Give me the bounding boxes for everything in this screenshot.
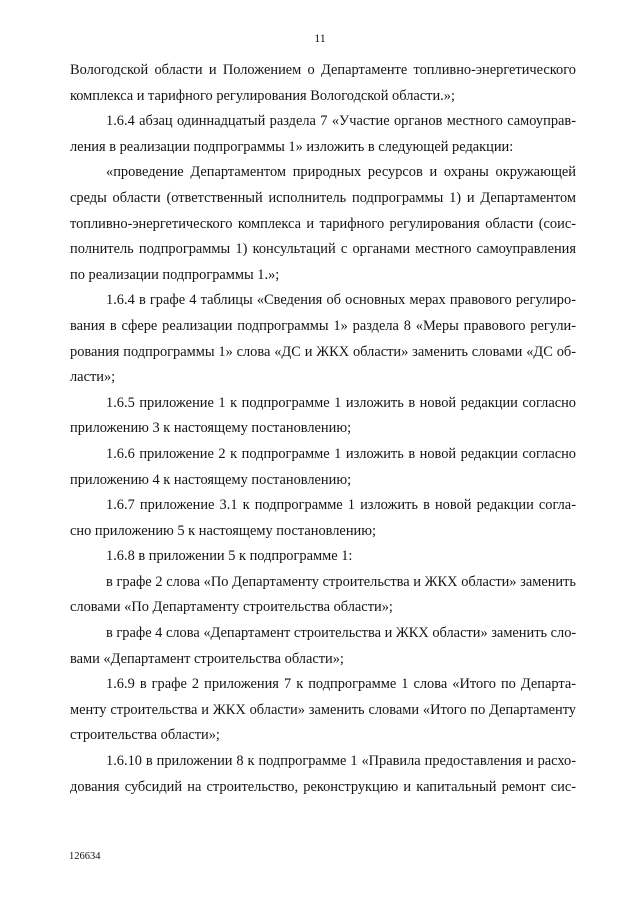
paragraph xyxy=(70,288,576,390)
text-line: Вологодской области и Положением о Департаменте топливно-энергетического xyxy=(70,62,576,78)
text-line: полнитель подпрограммы 1) консультаций с органами местного самоуправления xyxy=(70,241,576,258)
text-line: 1.6.7 приложение 3.1 к подпрограмме 1 изложить в новой редакции согла- xyxy=(106,497,576,514)
text-line: сно приложению 5 к настоящему постановлению; xyxy=(70,522,376,539)
document-body xyxy=(70,58,576,800)
text-line: в графе 4 слова «Департамент строительства и ЖКХ области» заменить сло- xyxy=(106,625,577,642)
text-line: ласти»; xyxy=(70,369,116,386)
text-line: приложению 3 к настоящему постановлению; xyxy=(70,420,352,437)
paragraph xyxy=(70,672,576,749)
text-line: среды области (ответственный исполнитель подпрограммы 1) и Департаментом xyxy=(70,189,576,206)
text-line: 1.6.5 приложение 1 к подпрограмме 1 изложить в новой редакции согласно xyxy=(106,394,576,411)
text-line: топливно-энергетического комплекса и тарифного регулирования области (соис- xyxy=(70,215,576,232)
paragraph xyxy=(70,58,576,109)
text-line: строительства области»; xyxy=(70,727,220,744)
paragraph xyxy=(70,621,576,672)
text-line: менту строительства и ЖКХ области» заменить словами «Итого по Департаменту xyxy=(70,701,576,718)
text-line: «проведение Департаментом природных ресурсов и охраны окружающей xyxy=(106,164,576,181)
text-line: 1.6.4 абзац одиннадцатый раздела 7 «Участие органов местного самоуправ- xyxy=(106,113,576,130)
text-line: ления в реализации подпрограммы 1» изложить в следующей редакции: xyxy=(70,138,514,155)
paragraph xyxy=(70,749,576,800)
text-line: 1.6.4 в графе 4 таблицы «Сведения об основных мерах правового регулиро- xyxy=(106,292,576,309)
paragraph xyxy=(70,109,576,160)
text-line: дования субсидий на строительство, реконструкцию и капитальный ремонт сис- xyxy=(70,778,576,795)
text-line: вами «Департамент строительства области»; xyxy=(70,650,344,667)
text-line: рования подпрограммы 1» слова «ДС и ЖКХ области» заменить словами «ДС об- xyxy=(70,343,576,360)
text-line: в графе 2 слова «По Департаменту строительства и ЖКХ области» заменить xyxy=(106,573,576,590)
text-line: вания в сфере реализации подпрограммы 1» раздела 8 «Меры правового регули- xyxy=(70,317,576,334)
text-line: 1.6.9 в графе 2 приложения 7 к подпрограмме 1 слова «Итого по Департа- xyxy=(106,676,576,693)
text-line: 1.6.6 приложение 2 к подпрограмме 1 изложить в новой редакции согласно xyxy=(106,445,576,462)
text-line: словами «По Департаменту строительства области»; xyxy=(70,599,393,616)
document-code: 126634 xyxy=(69,851,101,862)
paragraph xyxy=(70,493,576,544)
paragraph xyxy=(70,544,576,570)
text-line: 1.6.10 в приложении 8 к подпрограмме 1 «Правила предоставления и расхо- xyxy=(106,753,576,770)
page-number: 11 xyxy=(314,31,326,45)
paragraph xyxy=(70,442,576,493)
paragraph xyxy=(70,570,576,621)
text-line: 1.6.8 в приложении 5 к подпрограмме 1: xyxy=(106,548,353,565)
text-line: комплекса и тарифного регулирования Вологодской области.»; xyxy=(70,87,455,104)
text-line: приложению 4 к настоящему постановлению; xyxy=(70,471,352,488)
paragraph xyxy=(70,160,576,288)
text-line: по реализации подпрограммы 1.»; xyxy=(70,266,280,283)
paragraph xyxy=(70,391,576,442)
